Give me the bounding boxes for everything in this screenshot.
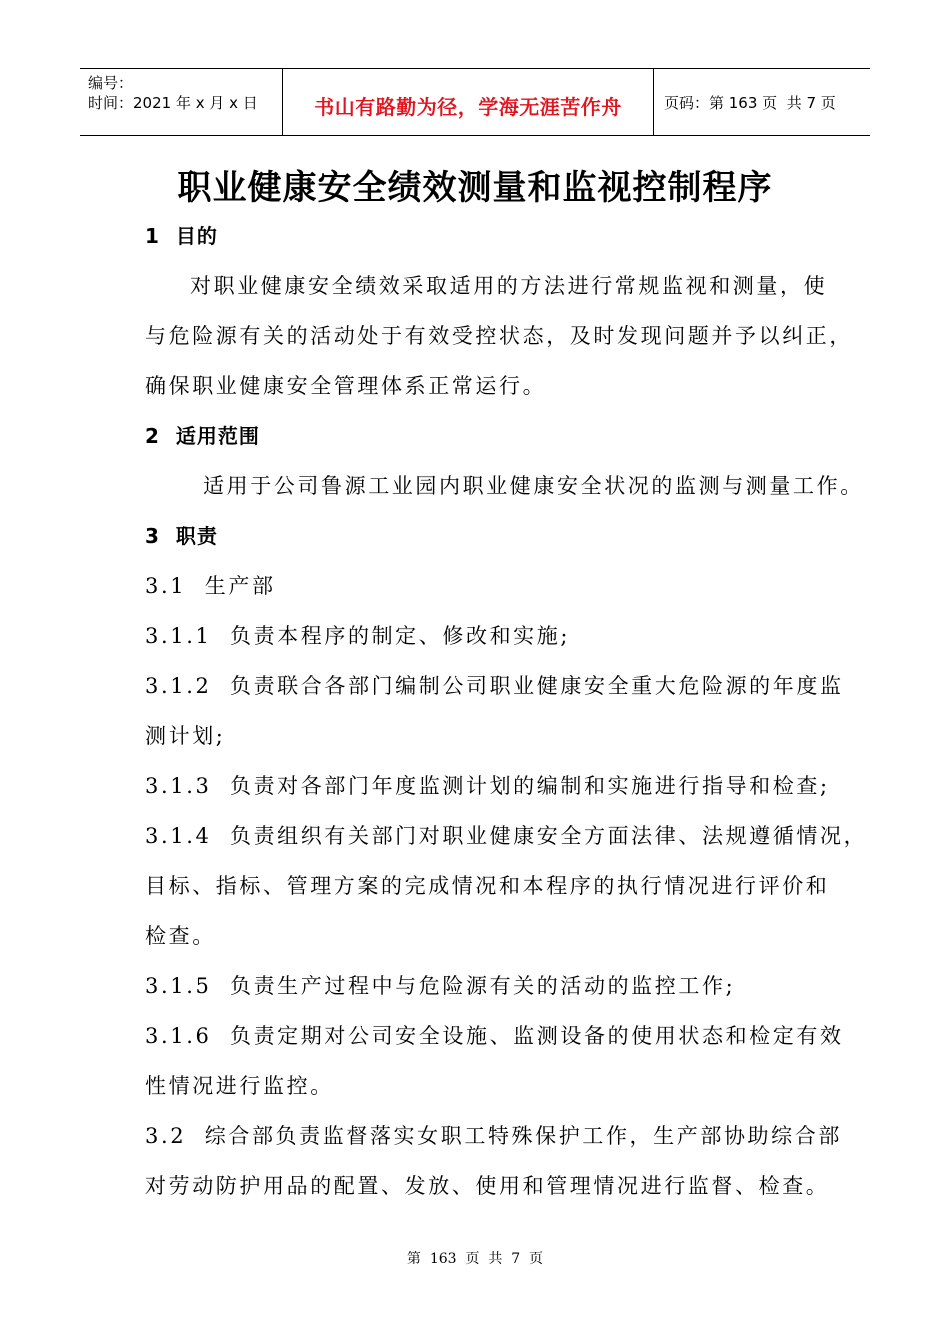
paragraph-line: 与危险源有关的活动处于有效受控状态，及时发现问题并予以纠正， [145,324,853,348]
clause-3-2: 3.2 综合部负责监督落实女职工特殊保护工作，生产部协助综合部 [145,1124,842,1148]
page-footer: 第 163 页 共 7 页 [406,1251,544,1267]
clause-3-1-2: 3.1.2 负责联合各部门编制公司职业健康安全重大危险源的年度监 [145,674,844,698]
clause-3-1-4-cont: 检查。 [145,924,216,948]
header-page-info-cell [654,69,870,135]
section-3-heading: 3 职责 [145,524,218,548]
document-date: 时间：2021 年 x 月 x 日 [88,94,258,112]
document-header [80,68,870,136]
header-page-info: 页码：第 163 页 共 7 页 [664,93,836,112]
header-motto: 书山有路勤为径，学海无涯苦作舟 [314,94,622,119]
clause-3-1-2-cont: 测计划; [145,724,226,748]
document-number-label: 编号： [88,74,134,92]
clause-3-2-cont: 对劳动防护用品的配置、发放、使用和管理情况进行监督、检查。 [145,1174,830,1198]
clause-3-1-4-cont: 目标、指标、管理方案的完成情况和本程序的执行情况进行评价和 [145,874,830,898]
paragraph-line: 适用于公司鲁源工业园内职业健康安全状况的监测与测量工作。 [203,474,864,498]
header-meta [80,69,282,135]
document-title: 职业健康安全绩效测量和监视控制程序 [177,168,773,208]
paragraph-line: 对职业健康安全绩效采取适用的方法进行常规监视和测量，使 [190,274,828,298]
clause-3-1: 3.1 生产部 [145,574,276,598]
clause-3-1-4: 3.1.4 负责组织有关部门对职业健康安全方面法律、法规遵循情况， [145,824,868,848]
clause-3-1-5: 3.1.5 负责生产过程中与危险源有关的活动的监控工作; [145,974,736,998]
section-1-heading: 1 目的 [145,224,218,248]
paragraph-line: 确保职业健康安全管理体系正常运行。 [145,374,547,398]
clause-3-1-6-cont: 性情况进行监控。 [145,1074,334,1098]
clause-3-1-1: 3.1.1 负责本程序的制定、修改和实施; [145,624,571,648]
header-motto-cell [282,69,654,135]
section-2-heading: 2 适用范围 [145,424,260,448]
clause-3-1-6: 3.1.6 负责定期对公司安全设施、监测设备的使用状态和检定有效 [145,1024,844,1048]
clause-3-1-3: 3.1.3 负责对各部门年度监测计划的编制和实施进行指导和检查; [145,774,830,798]
